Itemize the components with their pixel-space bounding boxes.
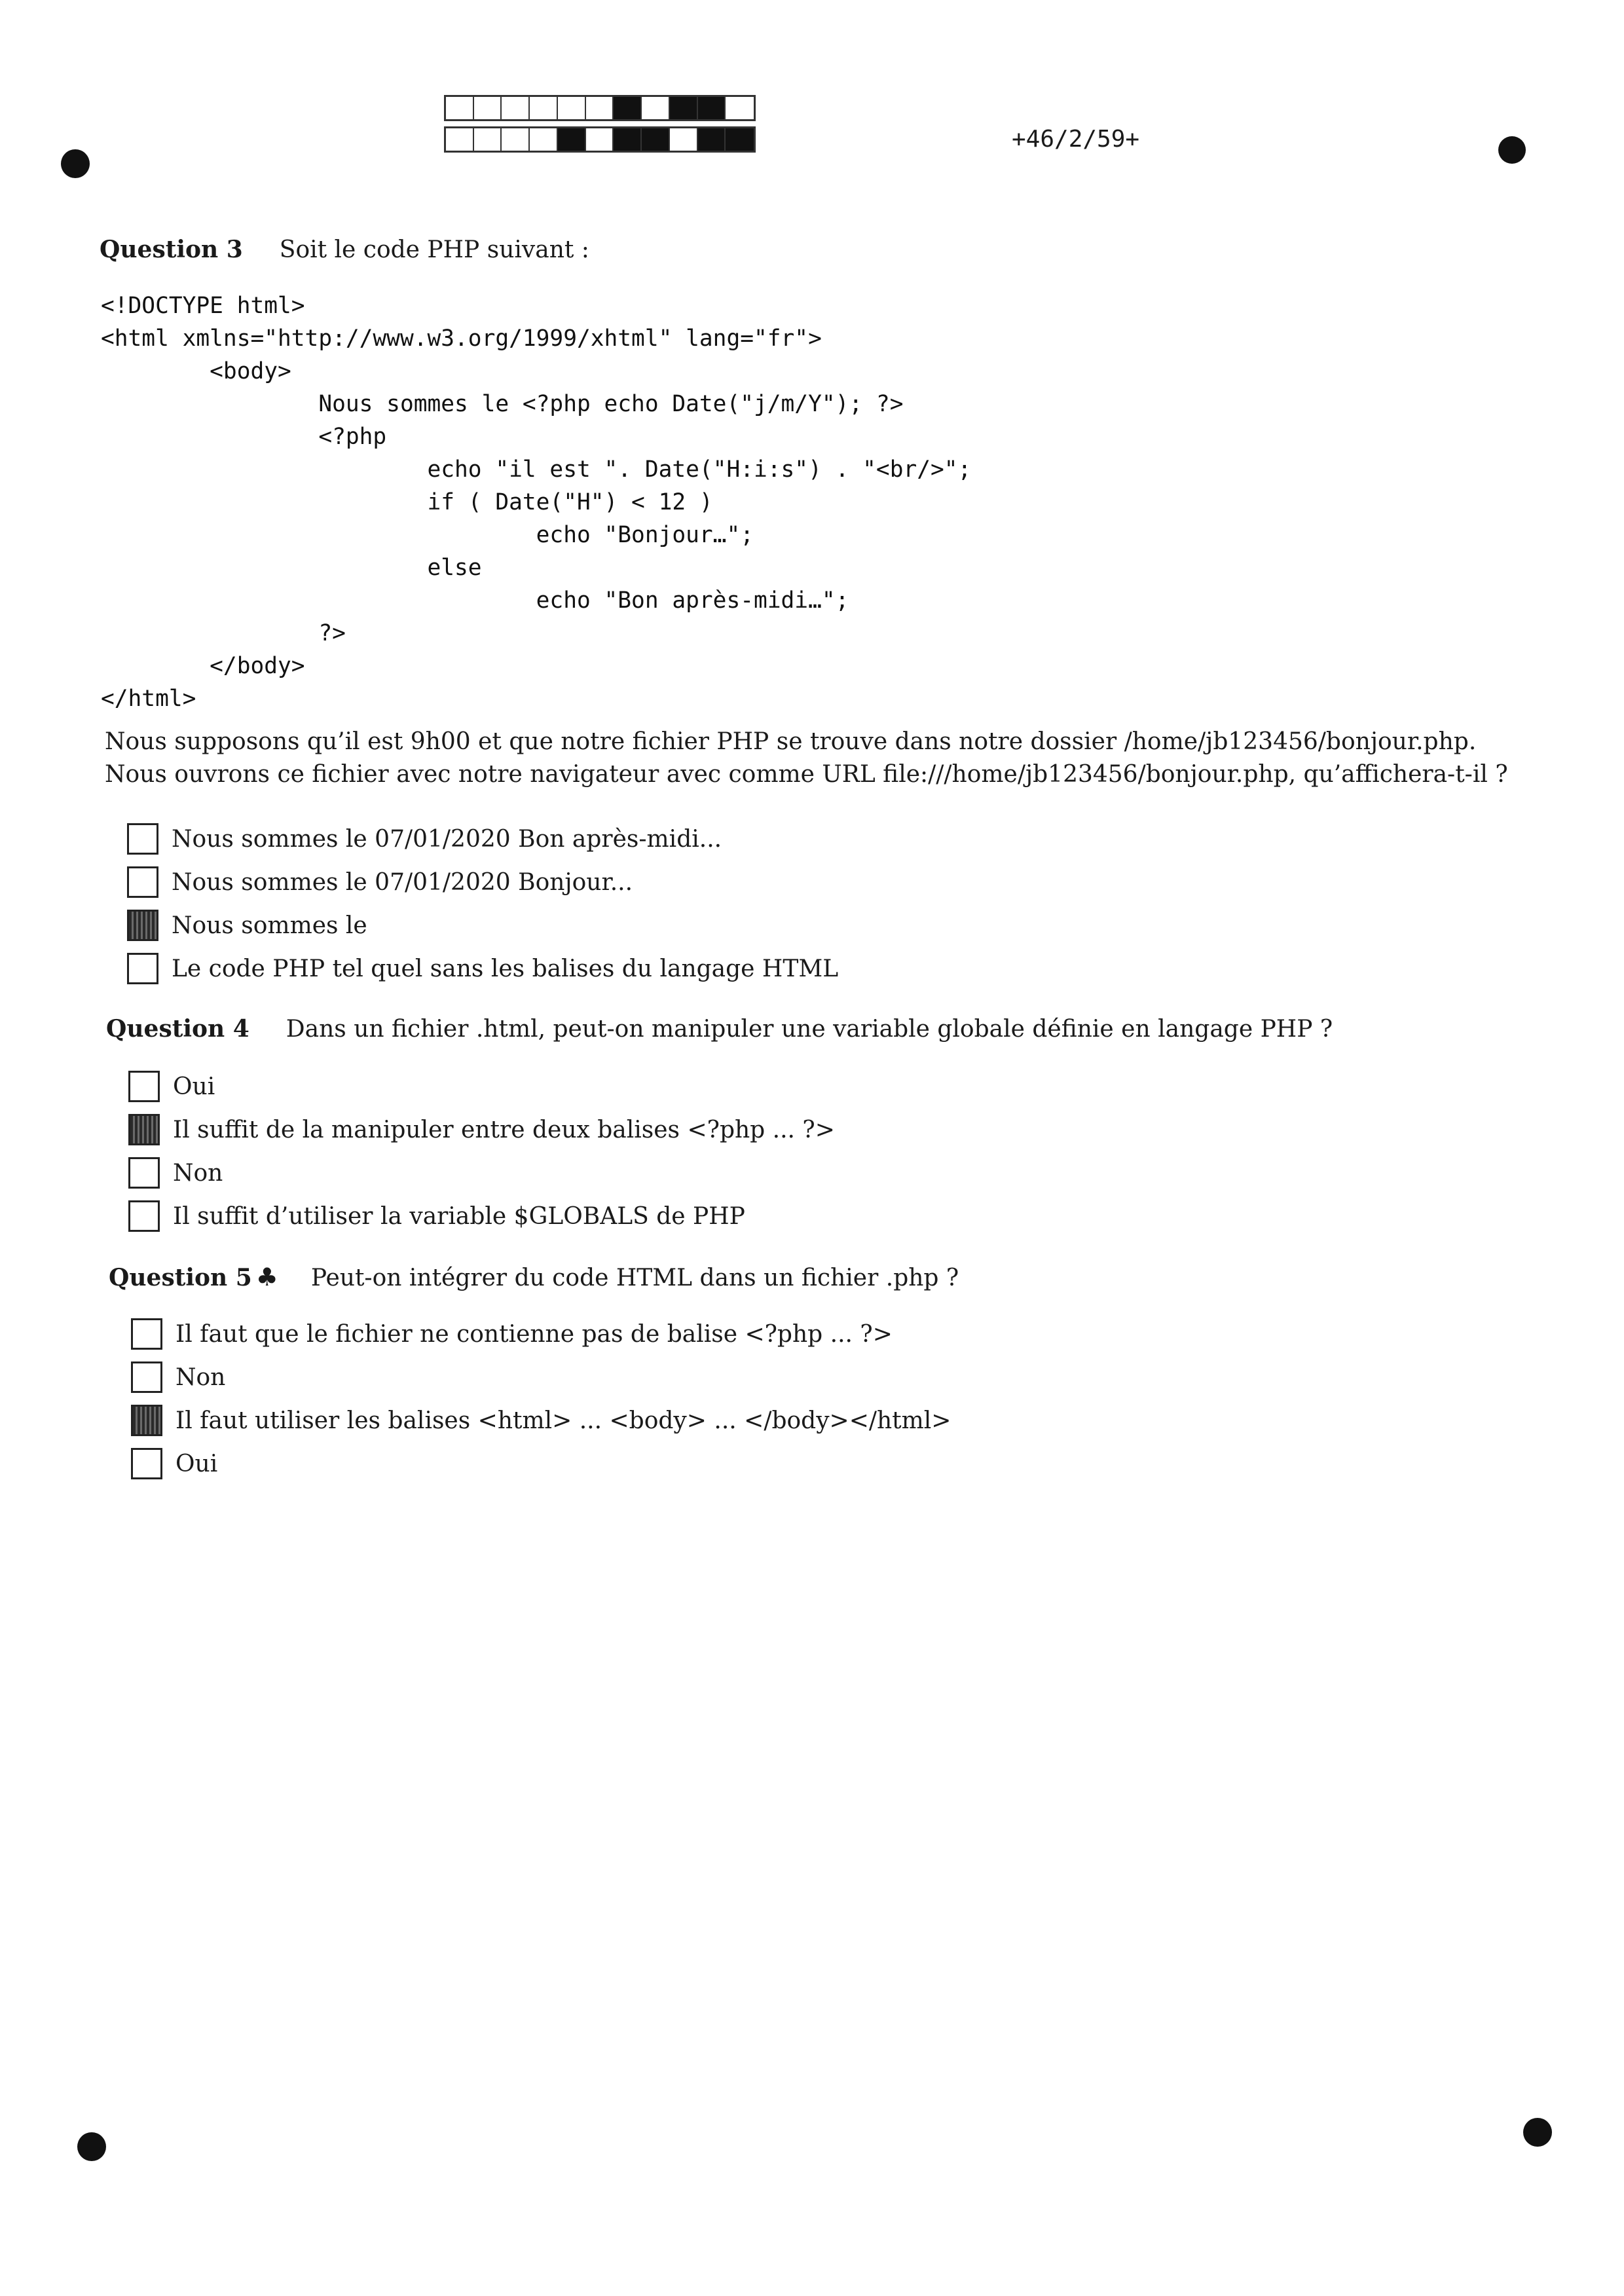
- answer-checkbox[interactable]: [131, 1448, 162, 1479]
- answer-label: Le code PHP tel quel sans les balises du langage HTML: [172, 955, 839, 982]
- question-5-prompt: Peut-on intégrer du code HTML dans un fichier .php ?: [310, 1265, 959, 1291]
- answer-label: Il suffit de la manipuler entre deux balises <?php ... ?>: [173, 1116, 835, 1143]
- code-cell: [474, 128, 502, 151]
- code-cell: [726, 97, 754, 119]
- answer-label: Il faut utiliser les balises <html> ... <body> ... </body></html>: [175, 1407, 951, 1434]
- question-4-header: [106, 1015, 1333, 1043]
- answer-checkbox[interactable]: [128, 1157, 160, 1189]
- code-cell: [446, 97, 474, 119]
- code-cell: [614, 97, 642, 119]
- answer-label: Oui: [175, 1450, 218, 1477]
- code-cell: [614, 128, 642, 151]
- code-cell: [502, 128, 530, 151]
- answer-checkbox[interactable]: [128, 1200, 160, 1232]
- code-cell: [726, 128, 754, 151]
- question-4-prompt: Dans un fichier .html, peut-on manipuler une variable globale définie en langage PHP ?: [286, 1016, 1333, 1043]
- answer-checkbox[interactable]: [128, 1071, 160, 1102]
- question-3-text: Nous supposons qu’il est 9h00 et que notre fichier PHP se trouve dans notre dossier /home/jb123456/bonjour.php. Nous ouvrons ce fichier avec notre navigateur avec comme URL file:///home/jb123456/bonjour.php, qu’affichera-t-il ?: [105, 728, 1508, 788]
- answer-label: Nous sommes le 07/01/2020 Bonjour...: [172, 868, 633, 896]
- question-5-answers: [131, 1312, 951, 1485]
- registration-mark-bottom-right: [1523, 2118, 1552, 2147]
- code-cell: [698, 128, 726, 151]
- answer-option[interactable]: [128, 1151, 835, 1194]
- code-cell: [474, 97, 502, 119]
- answer-label: Il suffit d’utiliser la variable $GLOBALS de PHP: [173, 1202, 745, 1230]
- page-id: +46/2/59+: [1012, 126, 1140, 153]
- code-cell: [558, 97, 586, 119]
- binary-code-row-1: [444, 95, 756, 121]
- answer-checkbox[interactable]: [131, 1361, 162, 1393]
- question-3-answers: [127, 817, 838, 990]
- answer-option[interactable]: [128, 1065, 835, 1108]
- answer-option[interactable]: [131, 1312, 951, 1356]
- code-cell: [530, 128, 558, 151]
- code-cell: [446, 128, 474, 151]
- club-icon: ♣: [255, 1263, 278, 1291]
- question-3-label: Question 3: [100, 236, 243, 263]
- code-cell: [642, 97, 670, 119]
- code-cell: [698, 97, 726, 119]
- question-5-header: [109, 1263, 959, 1291]
- code-cell: [642, 128, 670, 151]
- answer-option[interactable]: [127, 904, 838, 947]
- answer-option[interactable]: [128, 1108, 835, 1151]
- question-4-answers: [128, 1065, 835, 1238]
- answer-checkbox[interactable]: [131, 1405, 162, 1436]
- registration-mark-top-left: [61, 149, 90, 178]
- registration-mark-top-right: [1498, 136, 1526, 164]
- answer-checkbox[interactable]: [127, 953, 158, 984]
- answer-option[interactable]: [127, 947, 838, 990]
- question-4-label: Question 4: [106, 1015, 249, 1043]
- registration-mark-bottom-left: [77, 2132, 106, 2161]
- answer-option[interactable]: [131, 1442, 951, 1485]
- code-cell: [670, 128, 698, 151]
- question-3-header: [100, 236, 589, 263]
- answer-label: Nous sommes le 07/01/2020 Bon après-midi...: [172, 825, 722, 853]
- answer-label: Oui: [173, 1073, 215, 1100]
- binary-code-row-2: [444, 126, 756, 153]
- answer-checkbox[interactable]: [131, 1318, 162, 1350]
- answer-option[interactable]: [128, 1194, 835, 1238]
- question-3-prompt: Soit le code PHP suivant :: [279, 236, 589, 263]
- code-cell: [502, 97, 530, 119]
- answer-checkbox[interactable]: [127, 823, 158, 855]
- answer-option[interactable]: [131, 1356, 951, 1399]
- answer-label: Il faut que le fichier ne contienne pas de balise <?php ... ?>: [175, 1320, 893, 1348]
- code-cell: [530, 97, 558, 119]
- answer-checkbox[interactable]: [127, 866, 158, 898]
- question-5-label: Question 5: [109, 1264, 252, 1291]
- question-3-code: <!DOCTYPE html> <html xmlns="http://www.w3.org/1999/xhtml" lang="fr"> <body> Nous sommes le <?php echo Date("j/m/Y"); ?> <?php echo "il est ". Date("H:i:s") . "<br/>"; if ( Date("H") < 12 ) echo "Bonjour…"; else echo "Bon après-midi…"; ?> </body> </html>: [101, 293, 972, 712]
- answer-checkbox[interactable]: [128, 1114, 160, 1145]
- answer-label: Non: [175, 1363, 226, 1391]
- code-cell: [670, 97, 698, 119]
- code-cell: [586, 97, 614, 119]
- answer-label: Non: [173, 1159, 223, 1187]
- code-cell: [586, 128, 614, 151]
- code-cell: [558, 128, 586, 151]
- answer-label: Nous sommes le: [172, 912, 367, 939]
- answer-option[interactable]: [127, 817, 838, 861]
- answer-option[interactable]: [127, 861, 838, 904]
- answer-checkbox[interactable]: [127, 910, 158, 941]
- answer-option[interactable]: [131, 1399, 951, 1442]
